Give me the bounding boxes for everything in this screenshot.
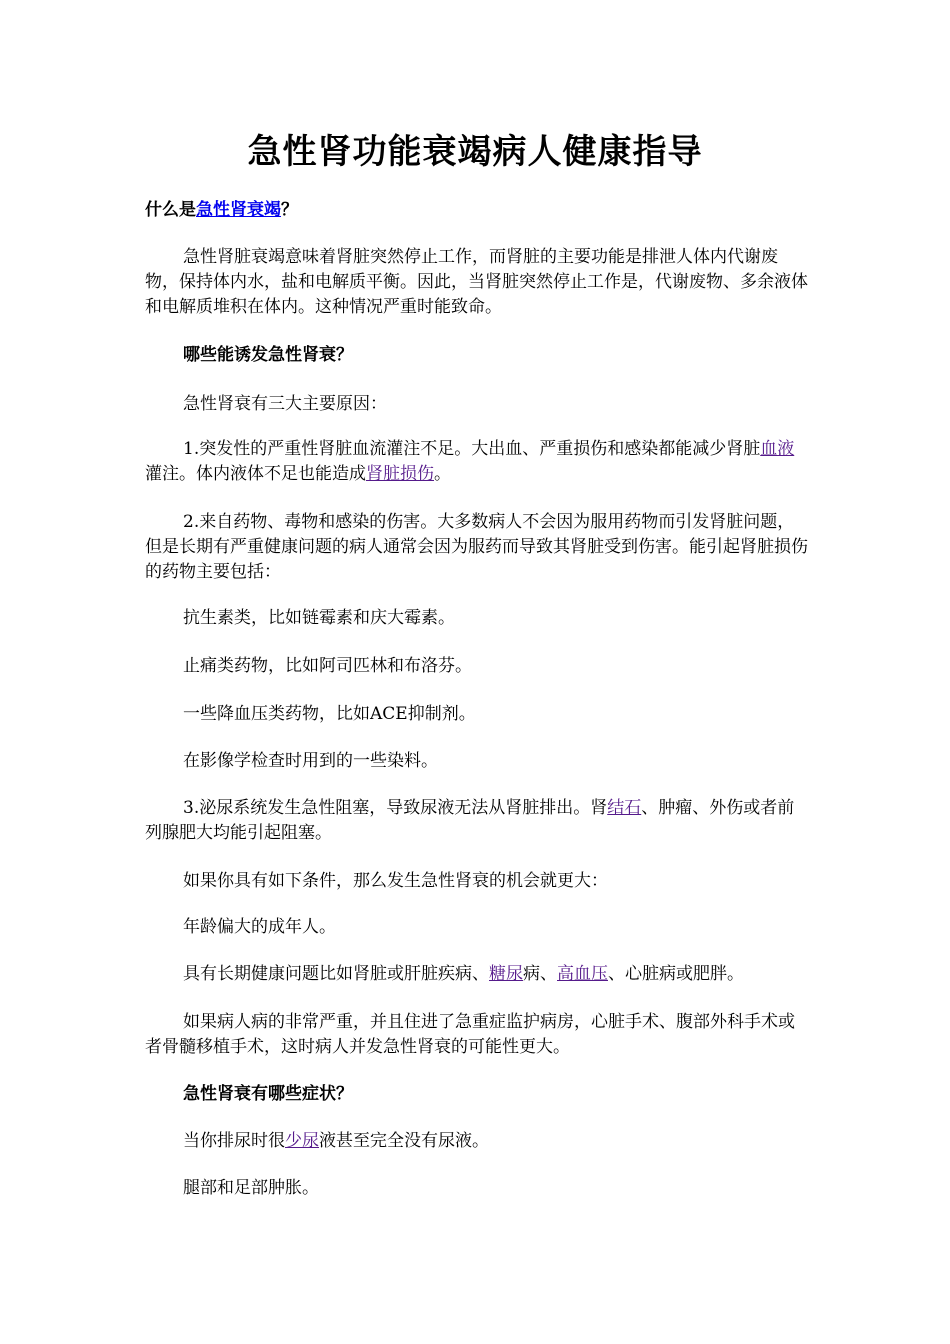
cause-3-text-2: 、肿瘤、外伤或者前列腺肥大均能引起阻塞。 xyxy=(145,798,795,843)
question-what-is xyxy=(145,198,810,223)
link-hypertension[interactable]: 高血压 xyxy=(557,964,608,984)
cause-3-text: 3.泌尿系统发生急性阻塞，导致尿液无法从肾脏排出。肾 xyxy=(183,798,608,818)
link-acute-renal-failure[interactable]: 急性肾衰竭 xyxy=(196,200,281,220)
list-item-older-adults: 年龄偏大的成年人。 xyxy=(183,917,336,937)
list-item-oliguria xyxy=(145,1129,810,1154)
health-text-2: 病、 xyxy=(523,964,557,984)
health-text: 具有长期健康问题比如肾脏或肝脏疾病、 xyxy=(183,964,489,984)
list-item-health-problems xyxy=(145,962,810,987)
question-text: 什么是 xyxy=(145,200,196,220)
paragraph-icu-risk: 如果病人病的非常严重，并且住进了急重症监护病房，心脏手术、腹部外科手术或者骨髓移植手术，这时病人并发急性肾衰的可能性更大。 xyxy=(145,1012,795,1057)
paragraph-cause-3 xyxy=(145,796,810,846)
symptom-text-2: 液甚至完全没有尿液。 xyxy=(319,1131,489,1151)
question-symptoms: 急性肾衰有哪些症状？ xyxy=(183,1084,353,1104)
question-mark: ？ xyxy=(281,200,298,220)
link-stones[interactable]: 结石 xyxy=(607,798,642,818)
paragraph-three-causes: 急性肾衰有三大主要原因： xyxy=(183,394,387,414)
cause-1-text-2: 灌注。体内液体不足也能造成 xyxy=(145,464,366,484)
list-item-swelling: 腿部和足部肿胀。 xyxy=(183,1178,319,1198)
link-oliguria[interactable]: 少尿 xyxy=(285,1131,319,1151)
list-item-bp-drugs: 一些降血压类药物，比如ACE抑制剂。 xyxy=(183,704,476,724)
symptom-text: 当你排尿时很 xyxy=(183,1131,285,1151)
paragraph-risk-intro: 如果你具有如下条件，那么发生急性肾衰的机会就更大： xyxy=(183,871,608,891)
page-title: 急性肾功能衰竭病人健康指导 xyxy=(247,132,703,172)
question-causes: 哪些能诱发急性肾衰？ xyxy=(183,345,353,365)
list-item-painkillers: 止痛类药物，比如阿司匹林和布洛芬。 xyxy=(183,656,472,676)
paragraph-definition: 急性肾脏衰竭意味着肾脏突然停止工作，而肾脏的主要功能是排泄人体内代谢废物，保持体内水，盐和电解质平衡。因此，当肾脏突然停止工作是，代谢废物、多余液体和电解质堆积在体内。这种情况严重时能致命。 xyxy=(145,247,808,317)
paragraph-cause-2: 2.来自药物、毒物和感染的伤害。大多数病人不会因为服用药物而引发肾脏问题，但是长期有严重健康问题的病人通常会因为服药而导致其肾脏受到伤害。能引起肾脏损伤的药物主要包括： xyxy=(145,512,808,582)
link-kidney-injury[interactable]: 肾脏损伤 xyxy=(366,464,434,484)
health-text-3: 、心脏病或肥胖。 xyxy=(608,964,744,984)
link-blood[interactable]: 血液 xyxy=(760,439,795,459)
paragraph-cause-1 xyxy=(145,437,810,487)
link-diabetes[interactable]: 糖尿 xyxy=(489,964,523,984)
cause-1-text: 1.突发性的严重性肾脏血流灌注不足。大出血、严重损伤和感染都能减少肾脏 xyxy=(183,439,761,459)
cause-1-text-3: 。 xyxy=(434,464,451,484)
list-item-dyes: 在影像学检查时用到的一些染料。 xyxy=(183,751,438,771)
list-item-antibiotics: 抗生素类，比如链霉素和庆大霉素。 xyxy=(183,608,455,628)
